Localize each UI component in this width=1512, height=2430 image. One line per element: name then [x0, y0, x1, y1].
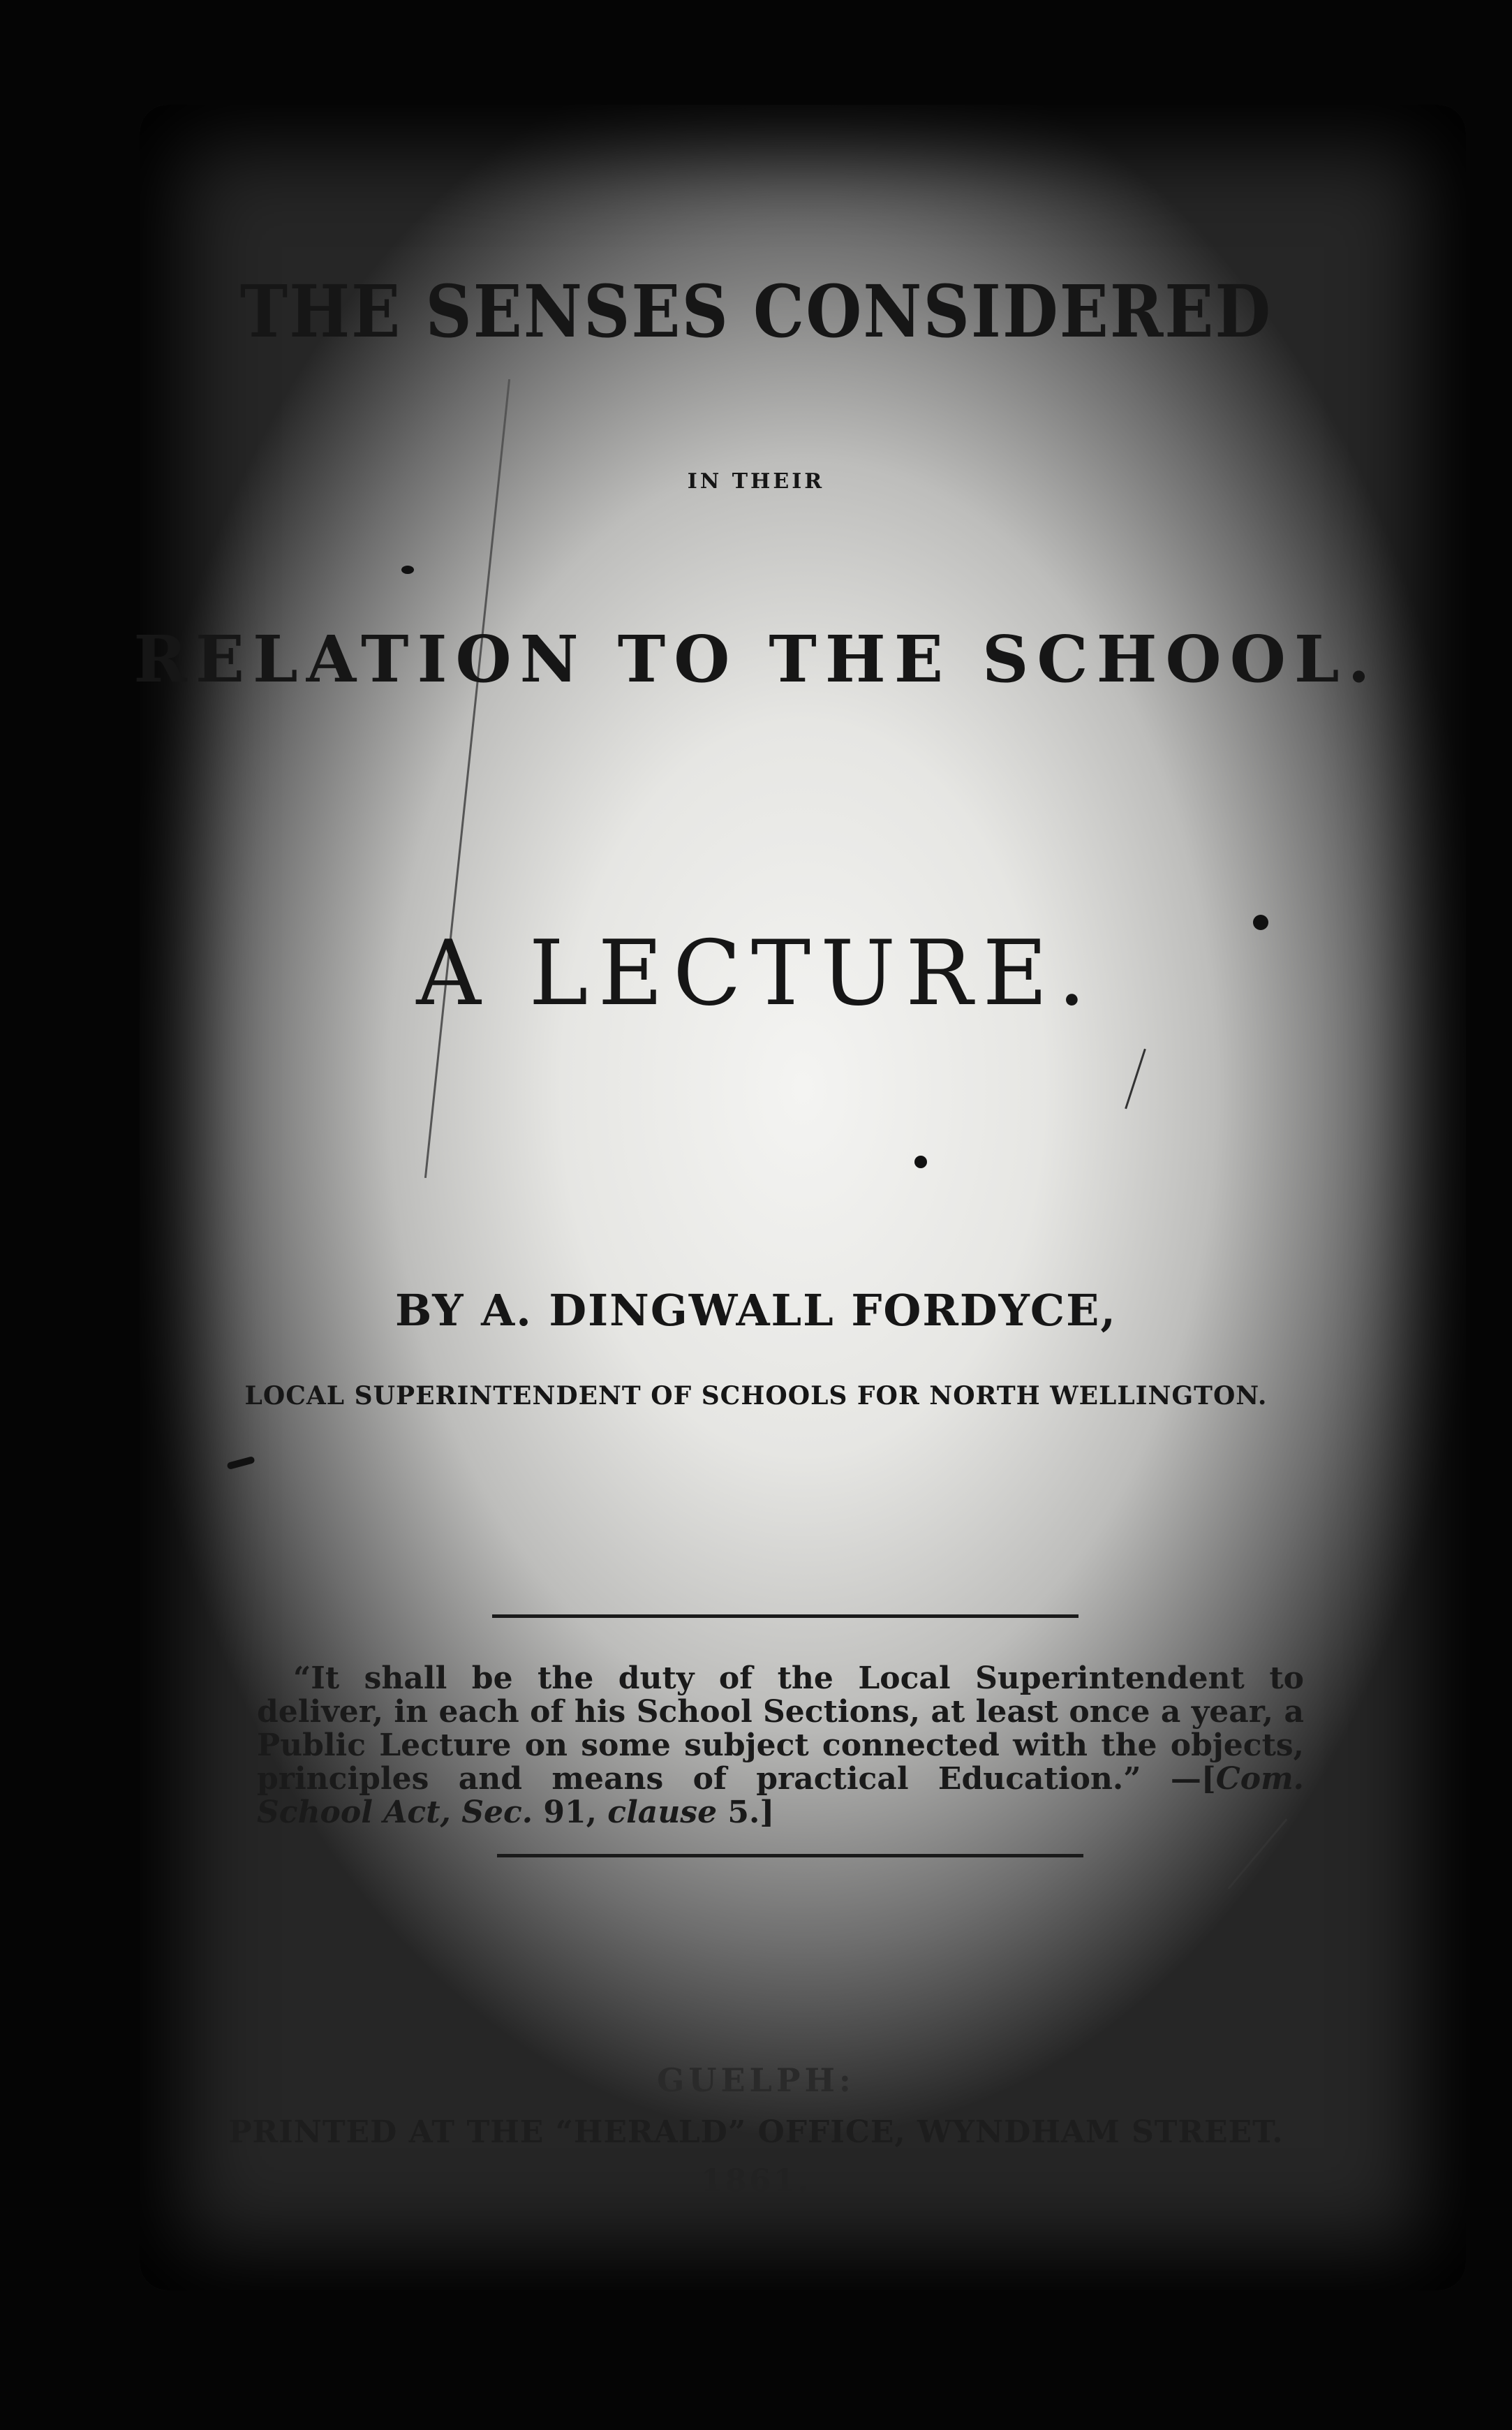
author-byline: BY A. DINGWALL FORDYCE, — [394, 1285, 1118, 1336]
title-line-2: IN THEIR — [687, 469, 825, 494]
title-line-3: RELATION TO THE SCHOOL. — [133, 621, 1379, 697]
ink-spot — [401, 566, 414, 574]
citation-clause-label: clause — [607, 1795, 718, 1830]
citation-section-number: 91, — [543, 1795, 597, 1830]
author-position: LOCAL SUPERINTENDENT OF SCHOOLS FOR NORTH WELLINGTON. — [244, 1381, 1268, 1411]
subtitle: A LECTURE. — [416, 922, 1096, 1026]
imprint-year: 1861. — [701, 2163, 811, 2199]
imprint-city: GUELPH: — [657, 2061, 855, 2099]
ink-spot — [226, 1456, 255, 1470]
citation-section-label: Sec. — [461, 1795, 533, 1830]
imprint-printer: PRINTED AT THE “HERALD” OFFICE, WYNDHAM STREET. — [228, 2114, 1284, 2150]
epigraph — [257, 1662, 1304, 1829]
title-page — [140, 105, 1466, 2290]
citation-clause-number: 5.] — [727, 1795, 775, 1830]
epigraph-text: “It shall be the duty of the Local Superintendent to deliver, in each of his School Sections, at least once a year, a Public Lecture on some subject connected with the objects, principles and means of practical Education.” — [257, 1660, 1304, 1797]
title-line-1: THE SENSES CONSIDERED — [239, 269, 1273, 354]
bottom-divider — [497, 1854, 1083, 1857]
ink-spot — [914, 1156, 927, 1168]
citation-bracket: —[ — [1170, 1761, 1216, 1797]
citation-act: Com. School Act, — [257, 1761, 1304, 1830]
top-divider — [492, 1614, 1079, 1618]
